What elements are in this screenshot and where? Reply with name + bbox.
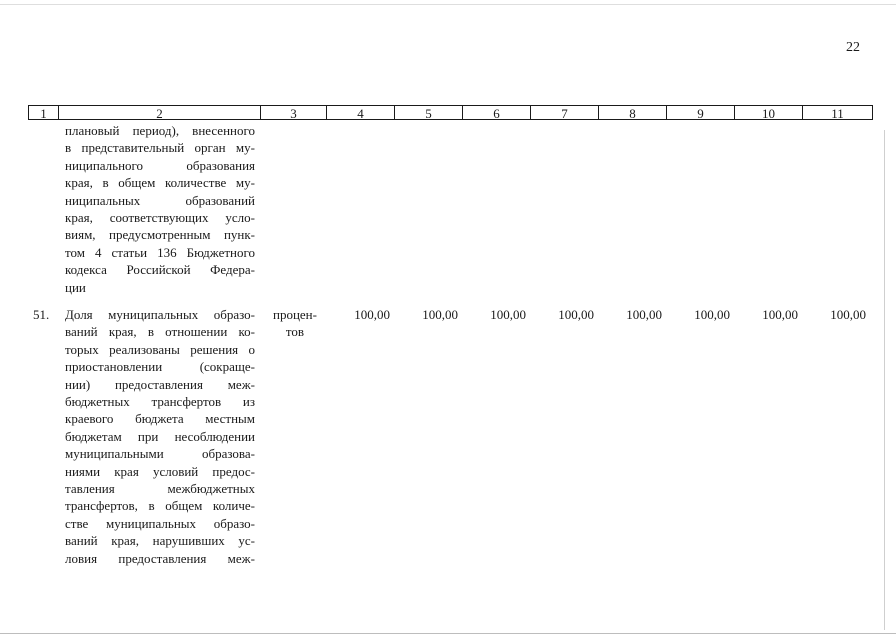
text-line: ваний края, нарушивших ус- (65, 533, 255, 549)
text-line: тавления межбюджетных (65, 481, 255, 497)
row-51-value-col-10: 100,00 (762, 307, 798, 322)
text-line: кодекса Российской Федера- (65, 262, 255, 278)
row-51-value-col-7: 100,00 (558, 307, 594, 322)
header-col-2: 2 (59, 105, 261, 120)
row-51-value-col-4: 100,00 (354, 307, 390, 322)
text-line: в представительный орган му- (65, 140, 255, 156)
text-line: трансфертов, в общем количе- (65, 498, 255, 514)
row-51-value-col-11: 100,00 (830, 307, 866, 322)
unit-line: процен- (273, 307, 317, 322)
text-line: бюджетам при несоблюдении (65, 428, 255, 444)
text-line: плановый период), внесенного (65, 123, 255, 138)
text-line: ваний края, в отношении ко- (65, 324, 255, 340)
unit-line: тов (285, 324, 305, 340)
header-col-1: 1 (28, 105, 59, 120)
header-col-6: 6 (463, 105, 531, 120)
row-51-value-col-6: 100,00 (490, 307, 526, 322)
row-51-value-col-5: 100,00 (422, 307, 458, 322)
text-line: ниями края условий предос- (65, 463, 255, 479)
header-col-7: 7 (531, 105, 599, 120)
header-col-11: 11 (803, 105, 873, 120)
header-col-10: 10 (735, 105, 803, 120)
text-line: стве муниципальных образо- (65, 515, 255, 531)
row-51-number: 51. (33, 307, 50, 322)
text-line: края, соответствующих усло- (65, 210, 255, 226)
row-51-description (65, 306, 255, 567)
header-col-8: 8 (599, 105, 667, 120)
scan-edge-right (884, 130, 885, 630)
text-line: торых реализованы решения о (65, 341, 255, 357)
row-51-value-col-8: 100,00 (626, 307, 662, 322)
scan-edge-top (0, 4, 896, 5)
page-number: 22 (846, 40, 860, 55)
header-col-9: 9 (667, 105, 735, 120)
text-line: приостановлении (сокраще- (65, 359, 255, 375)
text-line: том 4 статьи 136 Бюджетного (65, 244, 255, 260)
text-line: виям, предусмотренным пунк- (65, 227, 255, 243)
scan-edge-bottom (0, 633, 896, 634)
text-line: нии) предоставления меж- (65, 376, 255, 392)
text-line: ниципальных образований (65, 192, 255, 208)
row-51-unit (264, 306, 326, 341)
header-col-5: 5 (395, 105, 463, 120)
text-line: ниципального образования (65, 157, 255, 173)
text-line: краевого бюджета местным (65, 411, 255, 427)
row-continuation-description (65, 122, 255, 296)
text-line: муниципальными образова- (65, 446, 255, 462)
text-line: ловия предоставления меж- (65, 550, 255, 566)
text-line: Доля муниципальных образо- (65, 307, 255, 322)
header-col-3: 3 (261, 105, 327, 120)
text-line: ции (65, 279, 86, 295)
text-line: бюджетных трансфертов из (65, 394, 255, 410)
text-line: края, в общем количестве му- (65, 175, 255, 191)
row-51-value-col-9: 100,00 (694, 307, 730, 322)
header-col-4: 4 (327, 105, 395, 120)
